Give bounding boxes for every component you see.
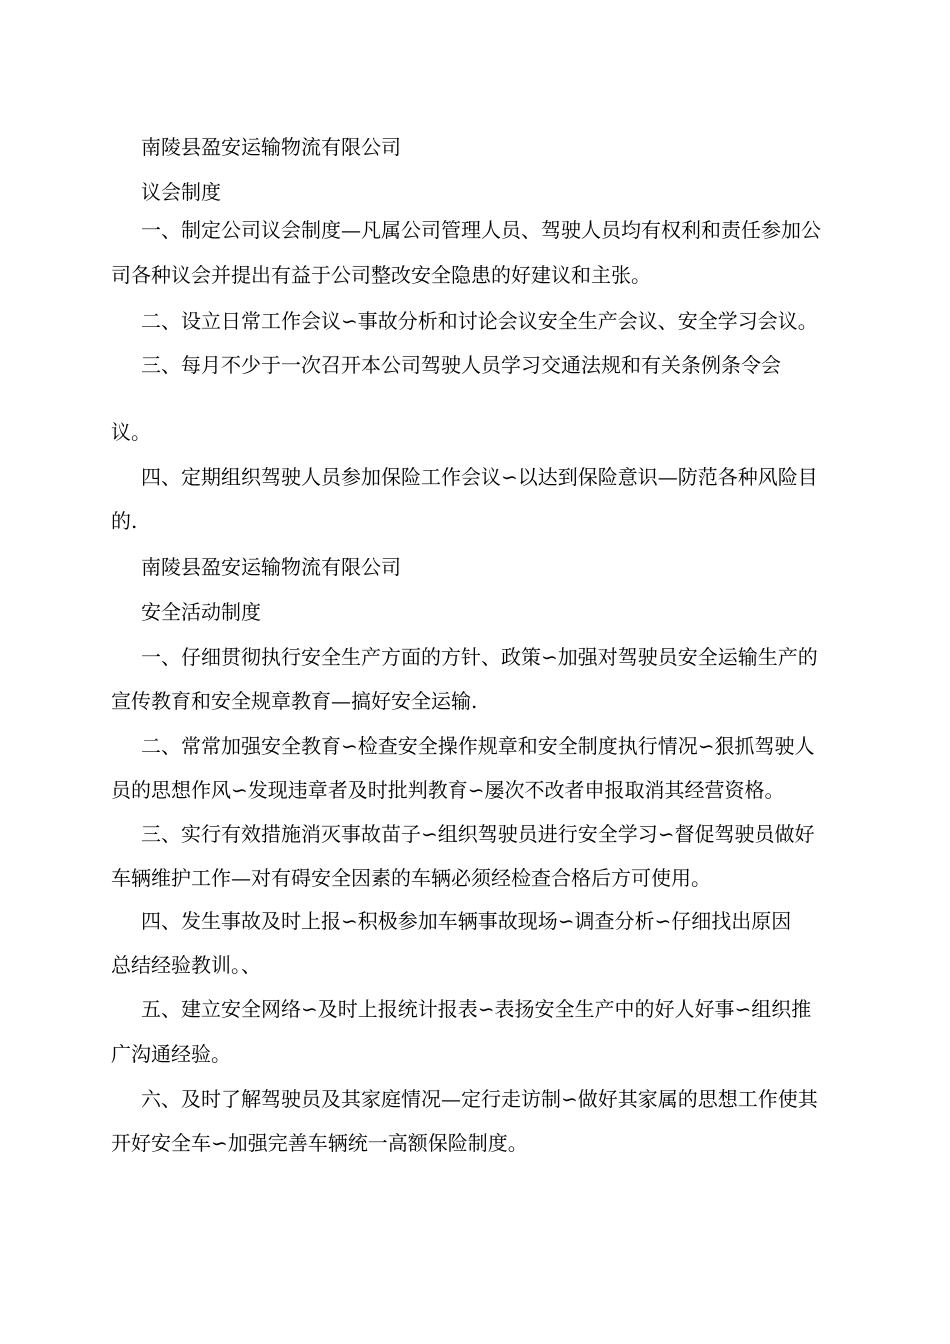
company-name-heading: 南陵县盈安运输物流有限公司 [141,135,401,159]
paragraph-line: 五、建立安全网络∽及时上报统计报表∽表扬安全生产中的好人好事∽组织推 [141,997,812,1021]
paragraph-line: 三、每月不少于一次召开本公司驾驶人员学习交通法规和有关条例条令会 [141,353,781,377]
paragraph-line: 广沟通经验。 [111,1042,231,1066]
paragraph-line: 二、常常加强安全教育∽检查安全操作规章和安全制度执行情况∽狠抓驾驶人 [141,734,815,758]
paragraph-line: 六、及时了解驾驶员及其家庭情况—定行走访制∽做好其家属的思想工作使其 [141,1087,818,1111]
paragraph-line: 四、发生事故及时上报∽积极参加车辆事故现场∽调查分析∽仔细找出原因 [141,909,792,933]
paragraph-line: 一、仔细贯彻执行安全生产方面的方针、政策∽加强对驾驶员安全运输生产的 [141,645,818,669]
paragraph-line: 员的思想作风∽发现违章者及时批判教育∽屡次不改者申报取消其经营资格。 [111,778,785,802]
paragraph-line: 一、制定公司议会制度—凡属公司管理人员、驾驶人员均有权利和责任参加公 [141,218,821,242]
paragraph-line: 四、定期组织驾驶人员参加保险工作会议∽以达到保险意识—防范各种风险目 [141,465,818,489]
paragraph-line: 车辆维护工作—对有碍安全因素的车辆必须经检查合格后方可使用。 [111,866,711,890]
paragraph-line: 司各种议会并提出有益于公司整改安全隐患的好建议和主张。 [111,263,651,287]
paragraph-line: 二、设立日常工作会议∽事故分析和讨论会议安全生产会议、安全学习会议。 [141,309,818,333]
paragraph-line: 议。 [111,420,151,444]
company-name-heading: 南陵县盈安运输物流有限公司 [141,555,401,579]
paragraph-line: 总结经验教训。、 [111,953,261,977]
paragraph-line: 宣传教育和安全规章教育—搞好安全运输. [111,689,478,713]
section-title-meeting-system: 议会制度 [141,180,221,204]
paragraph-line: 开好安全车∽加强完善车辆统一高额保险制度。 [111,1131,528,1155]
paragraph-line: 三、实行有效措施消灭事故苗子∽组织驾驶员进行安全学习∽督促驾驶员做好 [141,822,815,846]
section-title-safety-activity: 安全活动制度 [141,600,261,624]
paragraph-line: 的. [111,509,138,533]
